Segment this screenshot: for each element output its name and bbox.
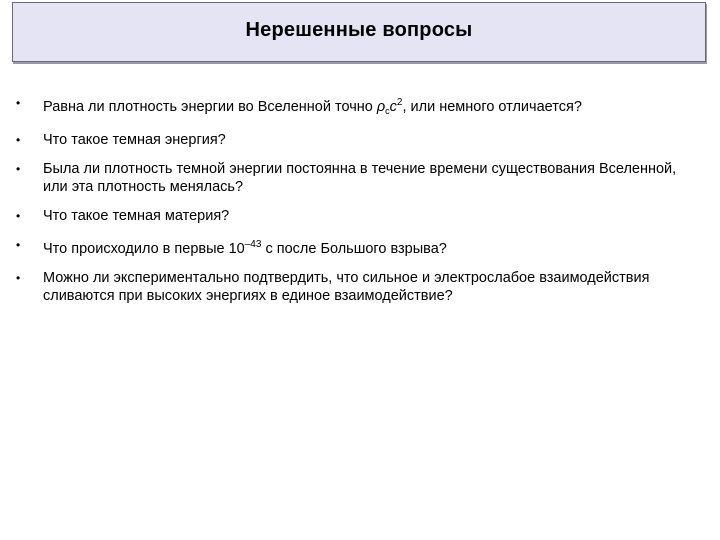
bullet-icon: • xyxy=(16,209,21,223)
bullet-item-energy-density xyxy=(16,94,696,120)
bullet-text: Была ли плотность темной энергии постоянна в течение времени существования Вселенной, или эта плотность менялась? xyxy=(43,161,677,195)
bullet-item-big-bang xyxy=(16,236,696,258)
exponent: –43 xyxy=(244,239,262,250)
bullet-icon: • xyxy=(16,96,21,110)
slide-title: Нерешенные вопросы xyxy=(245,19,473,41)
bullet-text: Можно ли экспериментально подтвердить, что сильное и электрослабое взаимодействия сливаются при высоких энергиях в единое взаимодействие? xyxy=(43,270,650,304)
c-symbol: c xyxy=(389,99,397,115)
bullet-text-tail: с после Большого взрыва? xyxy=(261,241,447,257)
bullet-icon: • xyxy=(16,238,21,252)
bullet-icon: • xyxy=(16,133,21,147)
bullet-text-lead: Равна ли плотность энергии во Вселенной точно xyxy=(43,99,377,115)
c-superscript: 2 xyxy=(396,97,403,108)
bullet-text: Что такое темная энергия? xyxy=(43,132,226,148)
bullet-item-dark-energy-constancy xyxy=(16,160,696,196)
bullet-item-dark-energy xyxy=(16,131,696,149)
bullet-text-tail: , или немного отличается? xyxy=(402,99,582,115)
bullet-item-dark-matter xyxy=(16,207,696,225)
rho-symbol: ρ xyxy=(376,99,386,115)
bullet-list xyxy=(16,94,696,316)
bullet-icon: • xyxy=(16,162,21,176)
bullet-text xyxy=(43,236,696,258)
rho-subscript: c xyxy=(385,106,390,116)
bullet-item-unification xyxy=(16,269,696,305)
bullet-text: Что такое темная материя? xyxy=(43,208,230,224)
title-box xyxy=(12,2,706,62)
bullet-text xyxy=(43,94,696,120)
bullet-icon: • xyxy=(16,271,21,285)
bullet-text-lead: Что происходило в первые 10 xyxy=(43,241,245,257)
